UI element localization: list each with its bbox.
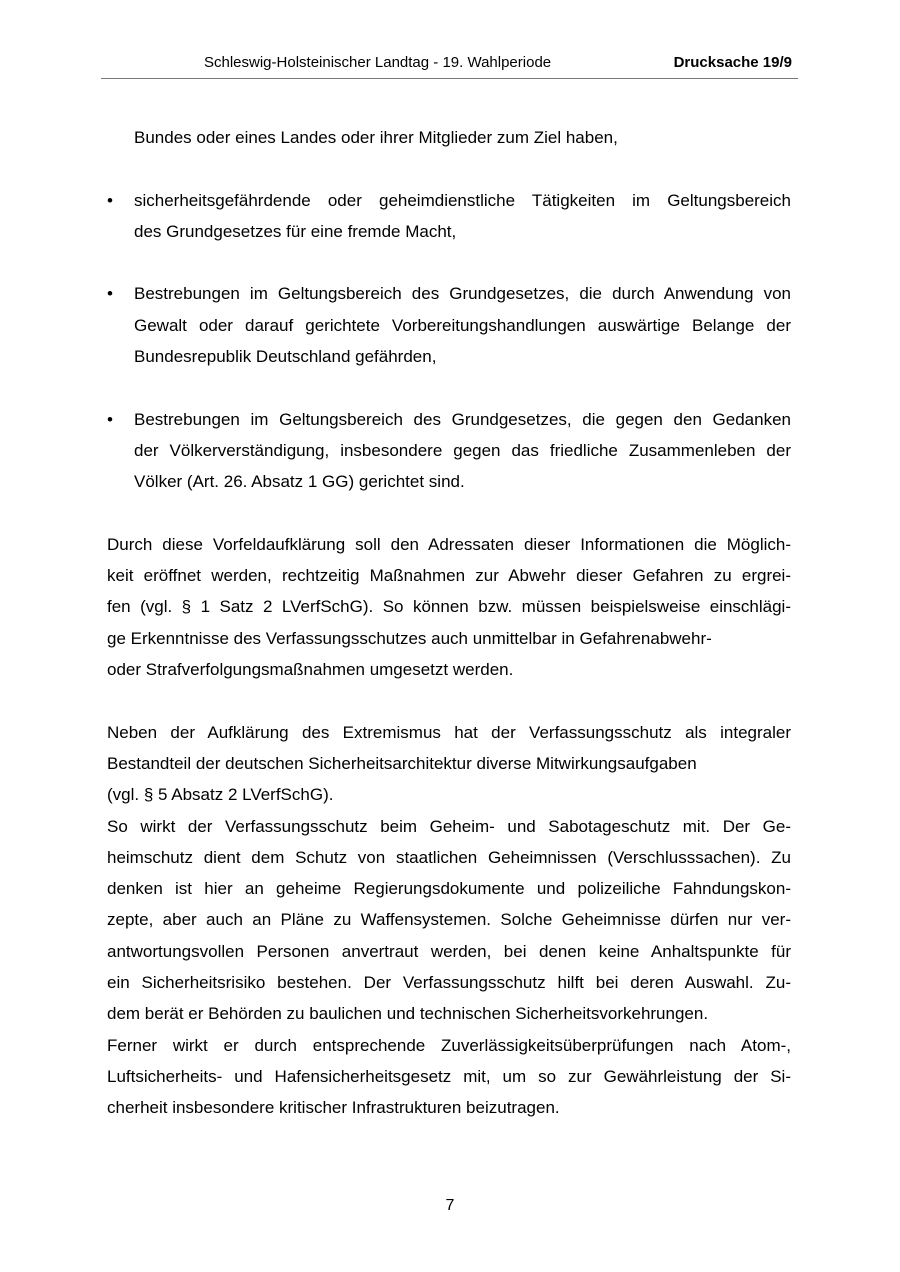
text-line: cherheit insbesondere kritischer Infrastrukturen beizutragen.	[107, 1098, 560, 1118]
text-line: Bestandteil der deutschen Sicherheitsarchitektur diverse Mitwirkungsaufgaben	[107, 753, 697, 773]
paragraph-zuverlaessigkeit	[107, 1030, 791, 1124]
text-line: Durch diese Vorfeldaufklärung soll den Adressaten dieser Informationen die Möglich-	[107, 534, 791, 554]
text-line: Bestrebungen im Geltungsbereich des Grundgesetzes, die gegen den Gedanken	[134, 409, 791, 429]
text-line: sicherheitsgefährdende oder geheimdienstliche Tätigkeiten im Geltungsbereich	[134, 190, 791, 210]
text-line: Ferner wirkt er durch entsprechende Zuverlässigkeitsüberprüfungen nach Atom-,	[107, 1035, 791, 1055]
bullet-item	[107, 404, 791, 498]
text-line: ge Erkenntnisse des Verfassungsschutzes auch unmittelbar in Gefahrenabwehr-	[107, 628, 712, 648]
text-line: antwortungsvollen Personen anvertraut werden, bei denen keine Anhaltspunkte für	[107, 941, 791, 961]
bullet-icon: •	[107, 190, 113, 210]
text-line: Neben der Aufklärung des Extremismus hat der Verfassungsschutz als integraler	[107, 722, 791, 742]
text-line: heimschutz dient dem Schutz von staatlichen Geheimnissen (Verschlusssachen). Zu	[107, 847, 791, 867]
text-line: So wirkt der Verfassungsschutz beim Geheim- und Sabotageschutz mit. Der Ge-	[107, 816, 791, 836]
header-title: Schleswig-Holsteinischer Landtag - 19. Wahlperiode	[204, 54, 552, 71]
text-line: denken ist hier an geheime Regierungsdokumente und polizeiliche Fahndungskon-	[107, 879, 791, 899]
continuation-text: Bundes oder eines Landes oder ihrer Mitglieder zum Ziel haben,	[134, 128, 618, 147]
text-line: der Völkerverständigung, insbesondere gegen das friedliche Zusammenleben der	[134, 440, 791, 460]
bullet-item	[107, 278, 791, 372]
page-header	[101, 52, 798, 79]
bullet-icon: •	[107, 284, 113, 304]
text-line: des Grundgesetzes für eine fremde Macht,	[134, 221, 457, 241]
text-line: (vgl. § 5 Absatz 2 LVerfSchG).	[107, 785, 334, 805]
bullet-item	[107, 185, 791, 248]
text-line: Luftsicherheits- und Hafensicherheitsgesetz mit, um so zur Gewährleistung der Si-	[107, 1066, 791, 1086]
document-body	[107, 122, 791, 1124]
text-line: Gewalt oder darauf gerichtete Vorbereitungshandlungen auswärtige Belange der	[134, 315, 791, 335]
text-line: Völker (Art. 26. Absatz 1 GG) gerichtet sind.	[134, 472, 465, 492]
paragraph-mitwirkungsaufgaben	[107, 717, 791, 811]
text-line: zepte, aber auch an Pläne zu Waffensystemen. Solche Geheimnisse dürfen nur ver-	[107, 910, 791, 930]
bullet-icon: •	[107, 409, 113, 429]
page-number: 7	[445, 1197, 455, 1214]
text-line: ein Sicherheitsrisiko bestehen. Der Verfassungsschutz hilft bei deren Auswahl. Zu-	[107, 973, 791, 993]
paragraph-geheimschutz	[107, 811, 791, 1030]
text-line: oder Strafverfolgungsmaßnahmen umgesetzt werden.	[107, 660, 514, 680]
text-line: keit eröffnet werden, rechtzeitig Maßnahmen zur Abwehr dieser Gefahren zu ergrei-	[107, 566, 791, 586]
text-line: Bestrebungen im Geltungsbereich des Grundgesetzes, die durch Anwendung von	[134, 284, 791, 304]
text-line: fen (vgl. § 1 Satz 2 LVerfSchG). So können bzw. müssen beispielsweise einschlägi-	[107, 597, 791, 617]
paragraph-vorfeldaufklaerung	[107, 529, 791, 685]
document-number: Drucksache 19/9	[673, 54, 792, 71]
text-line: Bundesrepublik Deutschland gefährden,	[134, 347, 437, 367]
text-line: dem berät er Behörden zu baulichen und technischen Sicherheitsvorkehrungen.	[107, 1004, 709, 1024]
